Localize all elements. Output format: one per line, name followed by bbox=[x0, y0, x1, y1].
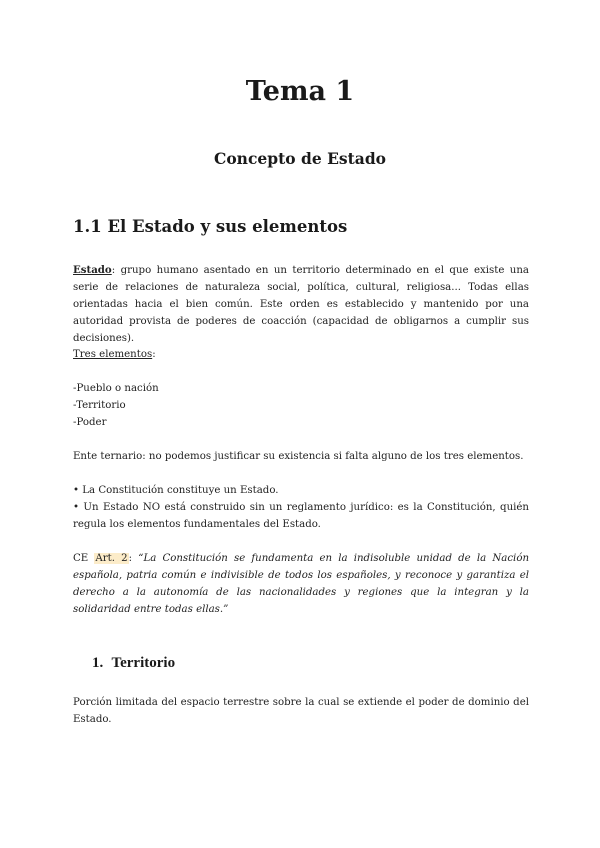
quote-colon: : bbox=[128, 553, 139, 564]
bullet-item: • La Constitución constituye un Estado. bbox=[73, 485, 279, 496]
bullet-list bbox=[73, 482, 529, 533]
estado-definition-text: : grupo humano asentado en un territorio determinado en el que existe una serie de relaciones de naturaleza social, política, cultural, religiosa... Todas ellas orientadas hacia el bien común. Este orden es establecido y mantenido por una autoridad provista de poderes de coacción (capacidad de obligarnos a cumplir sus decisiones). bbox=[73, 265, 529, 344]
territorio-heading-text: Territorio bbox=[111, 655, 176, 671]
ternario-paragraph: Ente ternario: no podemos justificar su existencia si falta alguno de los tres elementos. bbox=[73, 451, 524, 462]
tres-elementos-text: Tres elementos bbox=[73, 349, 153, 360]
article-highlight[interactable]: Art. 2 bbox=[95, 553, 128, 564]
list-item: -Poder bbox=[73, 417, 107, 428]
list-item: -Territorio bbox=[73, 400, 126, 411]
territorio-number: 1. bbox=[92, 655, 104, 671]
estado-definition-paragraph bbox=[73, 262, 529, 347]
tres-elementos-label bbox=[73, 346, 373, 363]
quote-text: “La Constitución se fundamenta en la indisoluble unidad de la Nación española, patria común e indivisible de todos los españoles, y reconoce y garantiza el derecho a la autonomía de las nacionalidades y regiones que la integran y la solidaridad entre todas ellas.” bbox=[73, 553, 530, 615]
territorio-heading bbox=[92, 652, 492, 674]
elements-list bbox=[73, 380, 373, 431]
estado-term: Estado bbox=[73, 264, 112, 276]
section-heading: 1.1 El Estado y sus elementos bbox=[73, 217, 348, 236]
page-title: Tema 1 bbox=[245, 76, 355, 107]
list-item: -Pueblo o nación bbox=[73, 383, 159, 394]
page-subtitle: Concepto de Estado bbox=[214, 149, 386, 168]
bullet-item: • Un Estado NO está construido sin un reglamento jurídico: es la Constitución, quién regula los elementos fundamentales del Estado. bbox=[73, 502, 529, 530]
quote-prefix: CE bbox=[73, 553, 95, 564]
territorio-paragraph: Porción limitada del espacio terrestre sobre la cual se extiende el poder de dominio del Estado. bbox=[73, 697, 529, 725]
constitution-quote bbox=[73, 550, 529, 618]
tres-elementos-colon: : bbox=[152, 349, 156, 360]
